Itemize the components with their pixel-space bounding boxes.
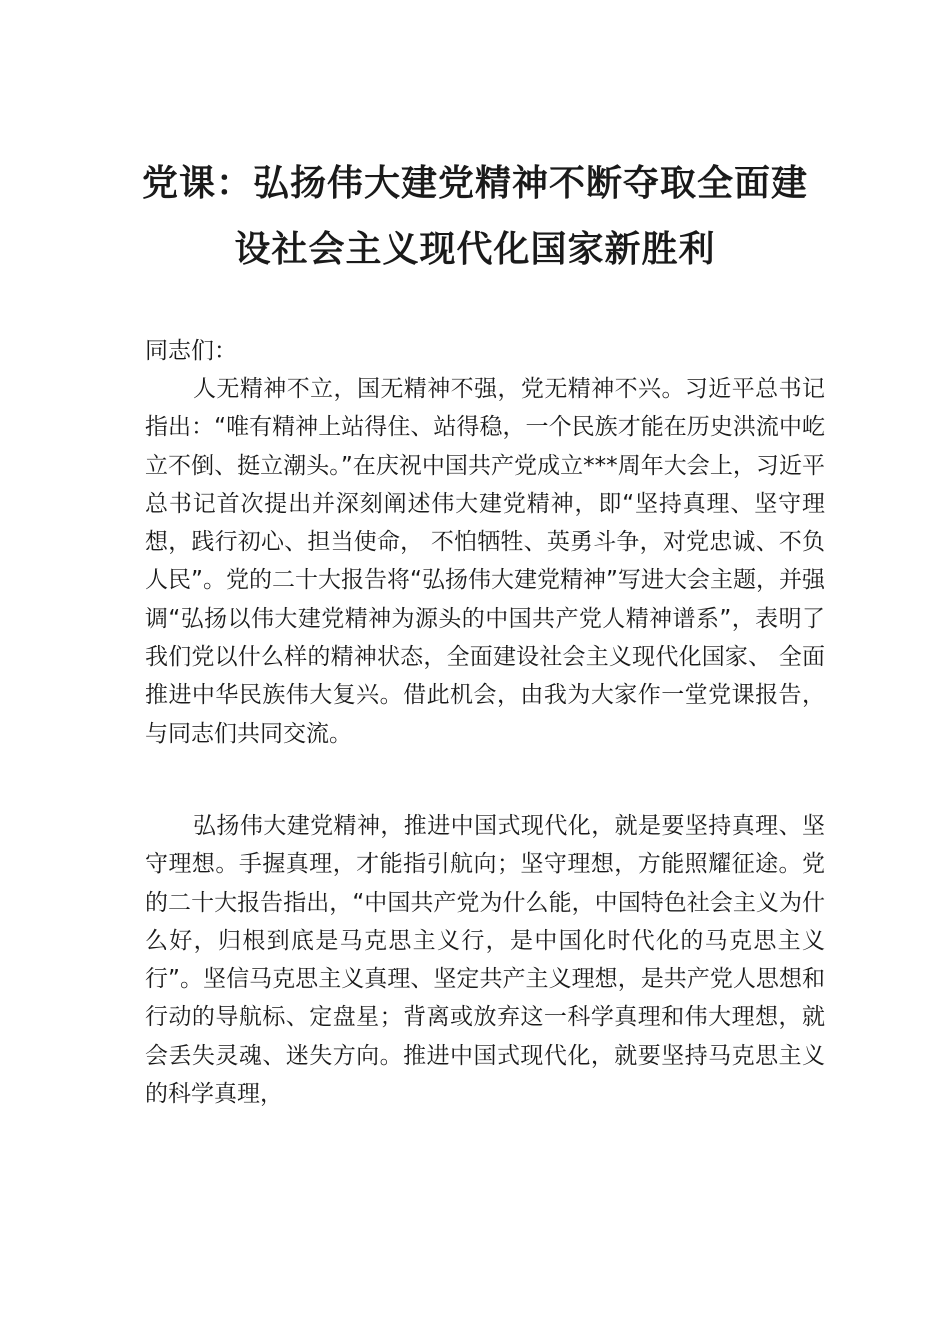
document-title-line-1: 党课：弘扬伟大建党精神不断夺取全面建 (141, 162, 808, 204)
paragraph: 弘扬伟大建党精神，推进中国式现代化，就是要坚持真理、坚守理想。手握真理，才能指引航向；坚守理想，方能照耀征途。党的二十大报告指出，“中国共产党为什么能，中国特色社会主义为什么好，归根到底是马克思主义行，是中国化时代化的马克思主义行”。坚信马克思主义真理、坚定共产主义理想，是共产党人思想和行动的导航标、定盘星；背离或放弃这一科学真理和伟大理想，就会丢失灵魂、迷失方向。推进中国式现代化，就要坚持马克思主义的科学真理， (145, 813, 825, 1108)
paragraph: 人无精神不立，国无精神不强，党无精神不兴。习近平总书记指出：“唯有精神上站得住、站得稳，一个民族才能在历史洪流中屹立不倒、挺立潮头。”在庆祝中国共产党成立***周年大会上，习近平总书记首次提出并深刻阐述伟大建党精神，即“坚持真理、坚守理想，践行初心、担当使命， 不怕牺牲、英勇斗争，对党忠诚、不负人民”。党的二十大报告将“弘扬伟大建党精神”写进大会主题，并强调“弘扬以伟大建党精神为源头的中国共产党人精神谱系”，表明了我们党以什么样的精神状态，全面建设社会主义现代化国家、 全面推进中华民族伟大复兴。借此机会，由我为大家作一堂党课报告，与同志们共同交流。 (145, 376, 825, 747)
document-title-line-2: 设社会主义现代化国家新胜利 (234, 228, 716, 270)
salutation: 同志们： (145, 338, 237, 364)
